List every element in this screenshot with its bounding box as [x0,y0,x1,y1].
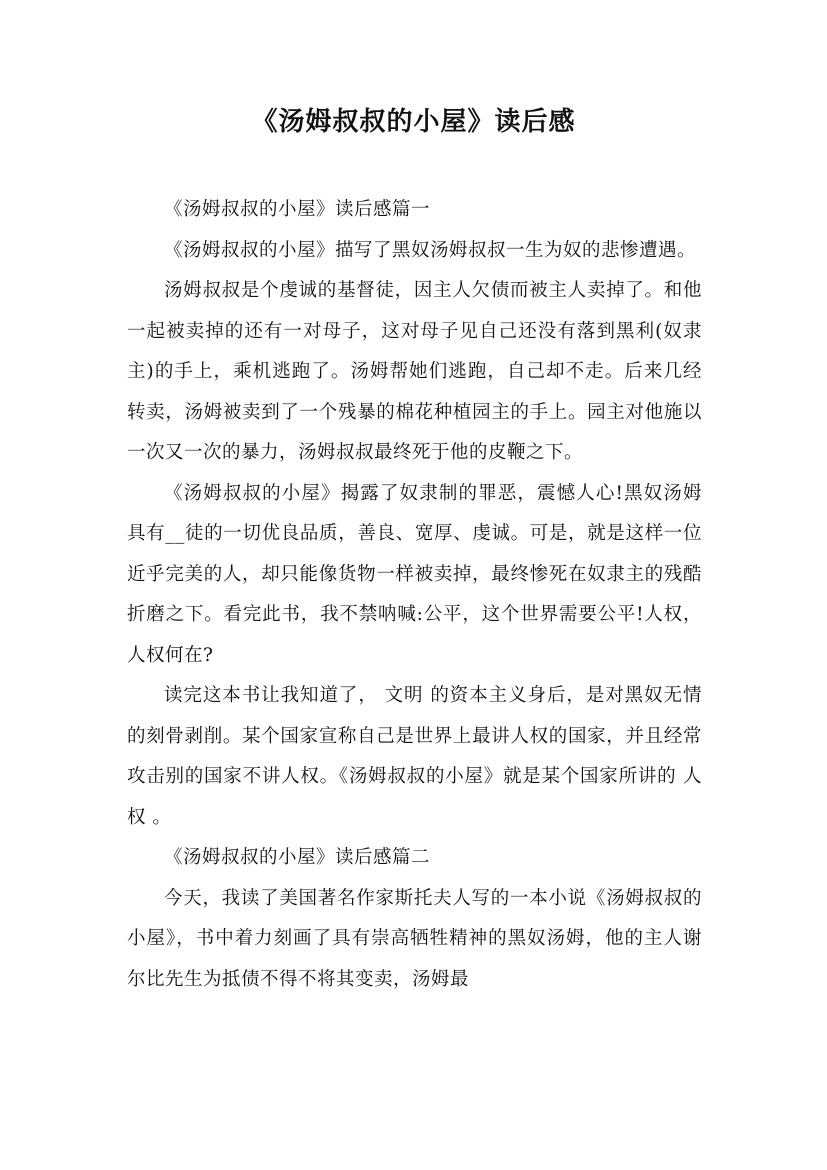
document-body [127,190,702,1000]
paragraph: 今天，我读了美国著名作家斯托夫人写的一本小说《汤姆叔叔的小屋》，书中着力刻画了具有崇高牺牲精神的黑奴汤姆，他的主人谢尔比先生为抵债不得不将其变卖，汤姆最 [127,887,702,990]
paragraph: 汤姆叔叔是个虔诚的基督徒，因主人欠债而被主人卖掉了。和他一起被卖掉的还有一对母子，这对母子见自己还没有落到黑利(奴隶主)的手上，乘机逃跑了。汤姆帮她们逃跑，自己却不走。后来几经转卖，汤姆被卖到了一个残暴的棉花种植园主的手上。园主对他施以一次又一次的暴力，汤姆叔叔最终死于他的皮鞭之下。 [127,280,702,463]
section-heading: 《汤姆叔叔的小屋》读后感篇二 [164,847,431,868]
section-heading: 《汤姆叔叔的小屋》读后感篇一 [164,199,431,220]
paragraph: 读完这本书让我知道了， 文明 的资本主义身后，是对黑奴无情的刻骨剥削。某个国家宣称自己是世界上最讲人权的国家，并且经常攻击别的国家不讲人权。《汤姆叔叔的小屋》就是某个国家所讲的 人权 。 [127,685,702,828]
paragraph: 《汤姆叔叔的小屋》揭露了奴隶制的罪恶，震憾人心!黑奴汤姆具有__徒的一切优良品质，善良、宽厚、虔诚。可是，就是这样一位近乎完美的人，却只能像货物一样被卖掉，最终惨死在奴隶主的残酷折磨之下。看完此书，我不禁呐喊:公平，这个世界需要公平!人权，人权何在? [127,482,702,666]
paragraph: 《汤姆叔叔的小屋》描写了黑奴汤姆叔叔一生为奴的悲惨遭遇。 [164,239,697,261]
document-title: 《汤姆叔叔的小屋》读后感 [251,107,576,137]
